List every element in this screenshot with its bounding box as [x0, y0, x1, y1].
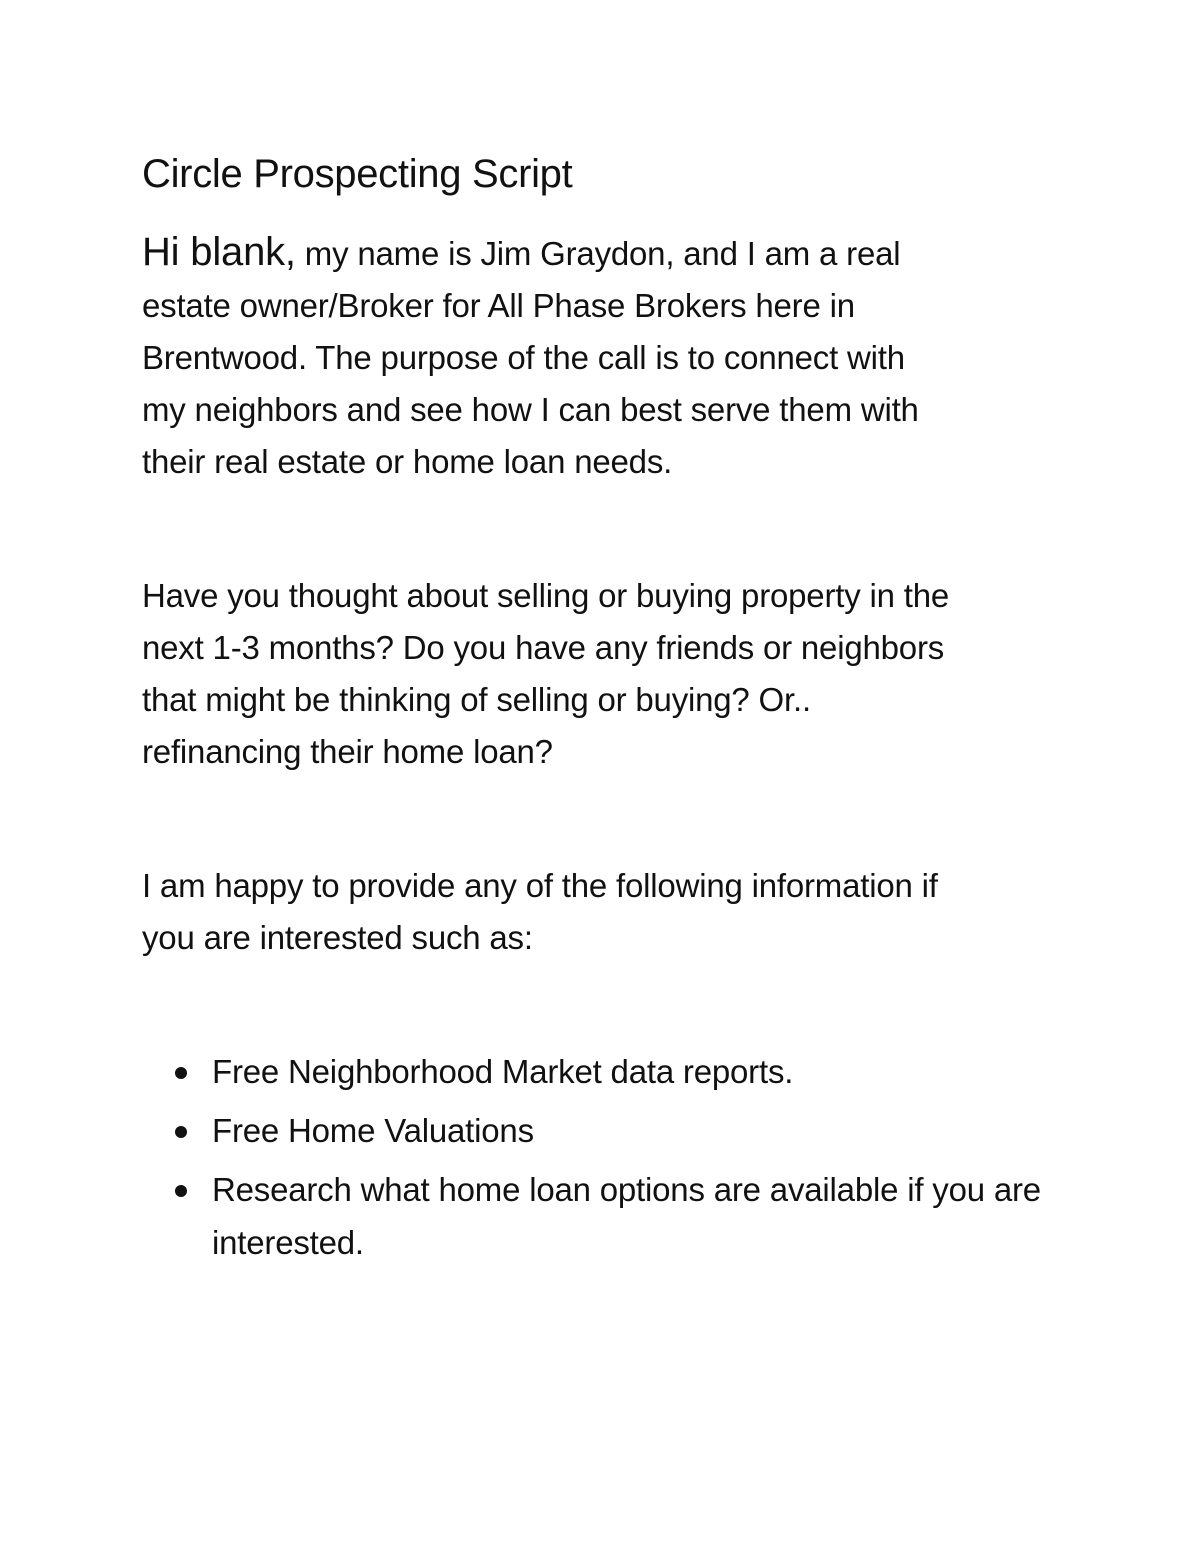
page-title: Circle Prospecting Script	[142, 152, 573, 196]
bullet-icon	[175, 1126, 187, 1138]
list-item-text: Research what home loan options are available if you are interested.	[212, 1171, 1041, 1261]
question-line: refinancing their home loan?	[142, 733, 553, 770]
list-item	[142, 1104, 1082, 1157]
intro-line-text: my name is Jim Graydon, and I am a real	[295, 235, 901, 272]
intro-line: estate owner/Broker for All Phase Brokers here in	[142, 287, 855, 324]
intro-line: their real estate or home loan needs.	[142, 443, 673, 480]
offer-paragraph	[142, 860, 1082, 964]
intro-line: Brentwood. The purpose of the call is to connect with	[142, 339, 905, 376]
greeting: Hi blank,	[142, 230, 296, 274]
intro-line: my neighbors and see how I can best serve them with	[142, 391, 919, 428]
list-item-text: Free Neighborhood Market data reports.	[212, 1053, 794, 1090]
offer-line: you are interested such as:	[142, 919, 533, 956]
intro-paragraph	[142, 226, 1082, 488]
offer-line: I am happy to provide any of the following information if	[142, 867, 938, 904]
question-line: next 1-3 months? Do you have any friends or neighbors	[142, 629, 945, 666]
intro-line	[142, 226, 1082, 280]
offer-list	[142, 1045, 1082, 1275]
question-paragraph	[142, 570, 1082, 778]
question-line: Have you thought about selling or buying property in the	[142, 577, 950, 614]
bullet-icon	[175, 1067, 187, 1079]
list-item	[142, 1163, 1082, 1269]
bullet-icon	[175, 1185, 187, 1197]
list-item	[142, 1045, 1082, 1098]
list-item-text: Free Home Valuations	[212, 1112, 534, 1149]
question-line: that might be thinking of selling or buying? Or..	[142, 681, 811, 718]
